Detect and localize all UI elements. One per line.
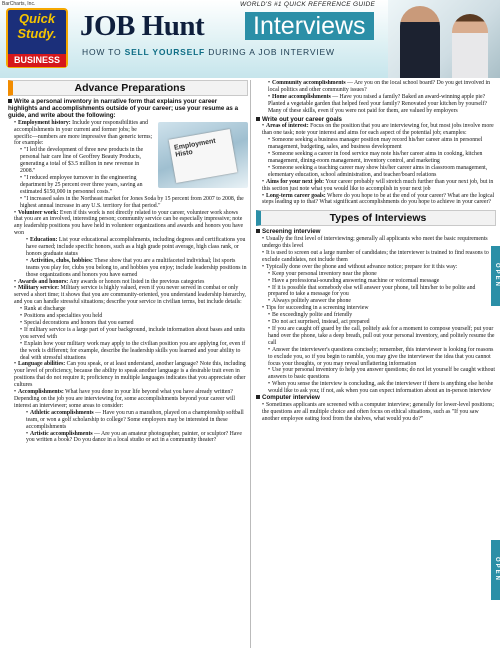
list-item: • Accomplishments: What have you done in your life beyond what you have already written? Depending on the job you are interviewing for, some accomplishments beyond your career will interest an interviewer; some areas to consider: (8, 389, 248, 410)
list-item: • Usually the first level of interviewing; generally all applicants who meet the basic requirements undergo this level (256, 236, 496, 250)
list-item: • If it is possible that somebody else will answer your phone, tell him/her to be polite and prepared to take a message for you (256, 285, 496, 299)
list-item: • Athletic accomplishments — Have you run a marathon, played on a championship softball team, or won a golf scholarship to college? Some employers may be interested in these accomplishments (8, 410, 248, 431)
screening-heading: Screening interview (256, 229, 496, 236)
list-item: • Education: List your educational accomplishments, including degrees and certifications you have earned; include specific honors, such as a high grade point average, high class rank, or honors graduate status (8, 237, 248, 258)
list-item: • Home accomplishments — Have you raised a family? Baked an award-winning apple pie? Planted a vegetable garden that helped feed your family? Renovated your kitchen by yourself? Many of these skills, even if you were not paid for them, are valued by employers (256, 94, 496, 115)
list-item: • If military service is a large part of your background, include information about bases and units you served with (8, 327, 248, 341)
list-item: • Use your personal inventory to help you answer questions; do not let yourself be caught without answers to basic questions (256, 367, 496, 381)
businesswoman-figure (452, 14, 488, 78)
list-item: • Employment history: Include your responsibilities and accomplishments in your current and former jobs; be specific—numbers are more impressive than generic terms; for example: (8, 120, 248, 148)
list-item: • When you sense the interview is concluding, ask the interviewer if there is anything else he/she would like to ask you; if not, ask when you can expect information about an in-person interview (256, 381, 496, 395)
logo-business-text: BUSINESS (8, 54, 66, 67)
left-column (8, 80, 248, 648)
list-item: • Someone seeking a business manager position may record his/her career aims in personnel management, budgeting, sales, and business development (256, 137, 496, 151)
logo-study-text: Study. (17, 26, 57, 41)
square-bullet-icon (256, 395, 260, 399)
square-bullet-icon (8, 99, 12, 103)
page-title-accent: Interviews (245, 12, 374, 40)
list-item: • Do not act surprised, instead, act prepared (256, 319, 496, 326)
copyright-text: BarCharts, Inc. (2, 1, 36, 7)
list-item: • Military service: Military service is highly valued, even if you never served in combat or only served a short time; it shows that you are community-oriented, you understand leadership hierarchy, and you can handle stressful situations; describe your service in civilian terms, but include details: (8, 285, 248, 306)
square-bullet-icon (256, 117, 260, 121)
list-item: • Have a professional-sounding answering machine or voicemail message (256, 278, 496, 285)
list-item: • "I led the development of three new products in the personal hair care line of Geoffrey Beauty Products, generating a total of $3.5 million in new revenue in 2008." (8, 147, 248, 175)
tagline: WORLD'S #1 QUICK REFERENCE GUIDE (240, 1, 376, 8)
list-item: • Community accomplishments — Are you on the local school board? Do you get involved in local politics and other community issues? (256, 80, 496, 94)
list-item: • Positions and specialties you held (8, 313, 248, 320)
quickstudy-logo (6, 8, 68, 68)
list-item: • Keep your personal inventory near the phone (256, 271, 496, 278)
list-item: • "I increased sales in the Northeast market for Jones Soda by 15 percent from 2007 to 2008, the highest annual increase in any U.S. territory for that period." (8, 196, 248, 210)
section-heading-advance-preparations: Advance Preparations (8, 80, 248, 96)
logo-quick-text: Quick (18, 11, 56, 26)
list-item: • Artistic accomplishments — Are you an amateur photographer, painter, or sculptor? Have you written a book? Do you dance in a local studio or act in a community theater? (8, 431, 248, 445)
list-item: • Areas of interest: Focus on the position that you are interviewing for, but most jobs involve more than one task; note your interest and aims for each aspect of the potential job; examples: (256, 123, 496, 137)
list-item: • Typically done over the phone and without advance notice; prepare for it this way: (256, 264, 496, 271)
list-item: • Be exceedingly polite and friendly (256, 312, 496, 319)
paper-image: Employment Histo (169, 129, 238, 183)
list-item: • Volunteer work: Even if this work is not directly related to your career, volunteer work shows that you are an involved, interesting person; community service can be especially impressive; note any leadership positions you have held in volunteer organizations and awards and honors you have won (8, 210, 248, 238)
list-item: • Rank at discharge (8, 306, 248, 313)
page-title: JOB Hunt (80, 10, 205, 42)
list-item: • Someone seeking a teaching career may show his/her career aims in classroom management, elementary education, school administration, and teacher/board relations (256, 165, 496, 179)
intro-paragraph: Write a personal inventory in narrative form that explains your career highlights and accomplishments outside of your career; use your resume as a guide, and write about the following: (8, 98, 239, 119)
list-item: • Aims for your next job: Your career probably will stretch much further than your next job, but in this section just note what you would like to accomplish in your next job (256, 179, 496, 193)
list-item: • Sometimes applicants are screened with a computer interview; generally for lower-level positions; the questions are all multiple choice and often focus on ethical situations, such as "If you saw another employee eating food from the shelves, what would you do?" (256, 402, 496, 423)
open-tab-upper: OPEN (491, 246, 500, 306)
open-tab-lower: OPEN (491, 540, 500, 600)
list-item: • It is used to screen out a large number of candidates; the interviewer is trained to find reasons to exclude candidates, not include them (256, 250, 496, 264)
list-item: • Language abilities: Can you speak, or at least understand, another language? Note this, including your level of proficiency, because the ability to speak another language is a desirable trait even in positions that do not require it; proficiency in multiple languages indicates that you appreciate other cultures (8, 361, 248, 389)
section-heading-types-of-interviews: Types of Interviews (256, 210, 496, 226)
square-bullet-icon (256, 229, 260, 233)
businessman-figure (400, 6, 440, 78)
list-item: • Awards and honors: Any awards or honors not listed in the previous categories (8, 279, 248, 286)
list-item: • Answer the interviewer's questions concisely; remember, this interviewer is looking for reasons to exclude you, so if you begin to ramble, you may give the interviewer the idea that you cannot focus your thoughts, or you may reveal unflattering information (256, 347, 496, 368)
list-item: • Special decorations and honors that you earned (8, 320, 248, 327)
right-column (256, 80, 496, 648)
list-item: • Long-term career goals: Where do you hope to be at the end of your career? What are the logical steps leading up to that? What significant accomplishments do you hope to achieve in your career? (256, 193, 496, 207)
list-item: • "I reduced employee turnover in the engineering department by 25 percent over three years, saving an estimated $150,000 in personnel costs." (8, 175, 248, 196)
list-item: • If you are caught off guard by the call, politely ask for a moment to compose yourself; put your hand over the phone, take a deep breath, pull out your personal inventory, and politely resume the call (256, 326, 496, 347)
employment-history-image (158, 122, 248, 188)
list-item: • Tips for succeeding in a screening interview (256, 305, 496, 312)
column-divider (250, 80, 251, 648)
page-subtitle: HOW TO SELL YOURSELF DURING A JOB INTERVIEW (82, 47, 335, 57)
list-item: • Activities, clubs, hobbies: These show that you are a multifaceted individual; list sports teams you play for, clubs you belong to, and hobbies you enjoy; include leadership positions in those organizations and honors you have earned (8, 258, 248, 279)
list-item: • Explain how your military work may apply to the civilian position you are applying for, even if the work is different; for example, describe the leadership skills you learned and your ability to deal with stressful situations (8, 341, 248, 362)
computer-heading: Computer interview (256, 395, 496, 402)
career-goals-heading: Write out your career goals (256, 117, 496, 124)
header (0, 0, 500, 78)
list-item: • Always politely answer the phone (256, 298, 496, 305)
list-item: • Someone seeking a career in food service may note his/her career aims in cooking, kitchen management, dining-room management, inventory control, and marketing (256, 151, 496, 165)
